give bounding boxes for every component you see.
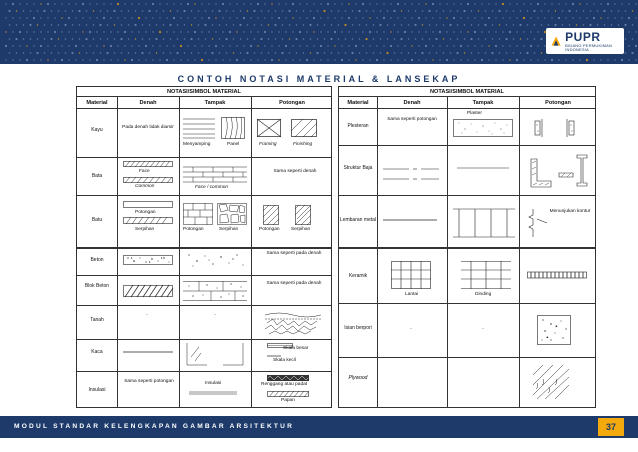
header-material-right: Material (347, 100, 369, 106)
row-label-tanah: Tanah (90, 317, 104, 323)
beton-potongan-note: Sama seperti pada denah (266, 251, 322, 256)
caption-menyamping: Menyamping (183, 142, 211, 147)
row-label-kaca: Kaca (91, 349, 103, 355)
batu-serpihan-denah-symbol (123, 217, 173, 224)
tanah-tampak-dash: - (214, 313, 216, 318)
right-table-title: NOTASI/SIMBOL MATERIAL (339, 87, 595, 97)
row-label-plywood: Plywood (348, 375, 368, 381)
kaca-skala-kecil-symbol (267, 355, 281, 357)
beton-denah-symbol (123, 255, 173, 265)
header-banner (0, 0, 638, 64)
caption-panel: Panel (227, 142, 240, 147)
header-denah-right: Denah (403, 100, 421, 106)
row-label-isian-berpori: Isian berpori (344, 325, 372, 331)
struktur-baja-denah-symbol (383, 167, 439, 181)
caption-papan: Papan (281, 398, 295, 403)
kayu-menyamping-symbol (183, 117, 215, 139)
insulasi-tampak-symbol (189, 391, 237, 394)
caption-insulasi-tampak: Insulasi (205, 381, 222, 386)
header-tampak: Tampak (204, 100, 226, 106)
lembaran-metal-potongan-note: Menunjukan kontur (549, 209, 591, 214)
bata-potongan-note: Sama seperti denah (273, 169, 317, 174)
header-potongan: Potongan (279, 100, 305, 106)
row-label-insulasi: Insulasi (88, 387, 106, 393)
kayu-panel-symbol (221, 117, 245, 139)
keramik-lantai-symbol (391, 261, 431, 289)
batu-potongan-potongan-symbol (263, 205, 279, 225)
kayu-denah-note: Pada denah tidak diarsir (122, 125, 174, 130)
caption-common: Common (135, 184, 155, 189)
caption-skala-besar: Skala besar (283, 346, 309, 351)
caption-batu-potongan-3: Potongan (259, 227, 280, 232)
batu-tampak-serpihan-symbol (217, 203, 247, 225)
caption-lantai: Lantai (405, 292, 419, 297)
row-label-plesteran: Plesteran (347, 123, 369, 129)
plesteran-denah-note: Sama seperti potongan (387, 117, 437, 122)
tanah-potongan-symbol (265, 309, 321, 335)
caption-face: Face (139, 169, 150, 174)
kaca-tampak-symbol-2 (223, 343, 243, 365)
bata-tampak-symbol (183, 165, 247, 183)
blok-beton-tampak-symbol (183, 281, 247, 301)
keramik-dinding-symbol (461, 261, 511, 289)
caption-batu-serpihan-1: Serpihan (135, 227, 155, 232)
insulasi-papan-symbol (267, 391, 309, 397)
plywood-potongan-symbol (533, 365, 569, 399)
struktur-baja-tampak-symbol (457, 167, 509, 169)
beton-tampak-symbol (183, 251, 247, 269)
page-number: 37 (598, 418, 624, 436)
header-tampak-right: Tampak (472, 100, 494, 106)
row-label-keramik: Keramik (348, 273, 368, 279)
plesteran-tampak-symbol (453, 119, 513, 137)
kayu-framing-symbol (257, 119, 281, 137)
right-material-table (338, 86, 596, 408)
batu-potongan-denah-symbol (123, 201, 173, 208)
batu-tampak-potongan-symbol (183, 203, 213, 225)
logo-subtitle: BIDANG PERMUKIMAN INDONESIA (565, 42, 613, 52)
lembaran-metal-denah-symbol (383, 219, 437, 221)
material-notation-tables (76, 86, 596, 408)
caption-batu-potongan-tampak: Potongan (183, 227, 204, 232)
left-table-title: NOTASI/SIMBOL MATERIAL (77, 87, 331, 97)
caption-framing: Framing (259, 142, 277, 147)
caption-skala-kecil: Skala kecil (273, 358, 296, 363)
pupr-logo (546, 28, 624, 54)
footer-bar (0, 416, 638, 438)
caption-face-common: Face / common (195, 185, 229, 190)
blok-beton-denah-symbol (123, 285, 173, 297)
left-material-table (76, 86, 332, 408)
logo-text: PUPR (565, 29, 601, 44)
batu-potongan-serpihan-symbol (295, 205, 311, 225)
header-material: Material (86, 100, 108, 106)
bata-face-symbol (123, 161, 173, 167)
page-title: CONTOH NOTASI MATERIAL & LANSEKAP (177, 74, 461, 84)
isian-berpori-potongan-symbol (537, 315, 571, 345)
kaca-denah-symbol (123, 351, 173, 353)
blok-beton-potongan-note: Sama seperti pada denah (266, 281, 322, 286)
caption-batu-serpihan-3: Serpihan (291, 227, 311, 232)
caption-finishing: Finishing (293, 142, 313, 147)
plesteran-potongan-symbol (533, 117, 581, 139)
caption-renggang: Renggang atau padat (261, 382, 308, 387)
header-potongan-right: Potongan (545, 100, 571, 106)
header-denah: Denah (139, 100, 157, 106)
row-label-bata: Bata (91, 173, 103, 179)
left-table-header (77, 97, 331, 109)
row-label-blok-beton: Blok Beton (84, 283, 110, 289)
lembaran-metal-tampak-symbol (453, 207, 515, 239)
row-label-batu: Batu (91, 217, 103, 223)
pupr-emblem-icon (550, 33, 562, 49)
kayu-finishing-symbol (291, 119, 317, 137)
row-label-lembaran-metal: Lembaran metal (339, 217, 377, 223)
footer-text: MODUL STANDAR KELENGKAPAN GAMBAR ARSITEKTUR (14, 423, 295, 430)
caption-batu-potongan-top: Potongan (135, 210, 156, 215)
insulasi-denah-note: Sama seperti potongan (124, 379, 174, 384)
struktur-baja-potongan-symbol (529, 153, 589, 189)
bata-common-symbol (123, 177, 173, 183)
caption-dinding: Dinding (475, 292, 492, 297)
isian-berpori-denah-dash: - (410, 327, 412, 332)
row-label-kayu: Kayu (91, 127, 103, 133)
caption-batu-serpihan-2: Serpihan (219, 227, 239, 232)
dot-pattern (0, 0, 638, 64)
row-label-struktur-baja: Struktur Baja (343, 165, 373, 171)
insulasi-renggang-symbol (267, 375, 309, 381)
kaca-tampak-symbol-1 (187, 343, 207, 365)
caption-plaster: Plaster (467, 111, 482, 116)
row-label-beton: Beton (90, 257, 104, 263)
isian-berpori-tampak-dash: - (482, 327, 484, 332)
keramik-potongan-symbol (527, 269, 587, 281)
tanah-denah-dash: - (146, 313, 148, 318)
